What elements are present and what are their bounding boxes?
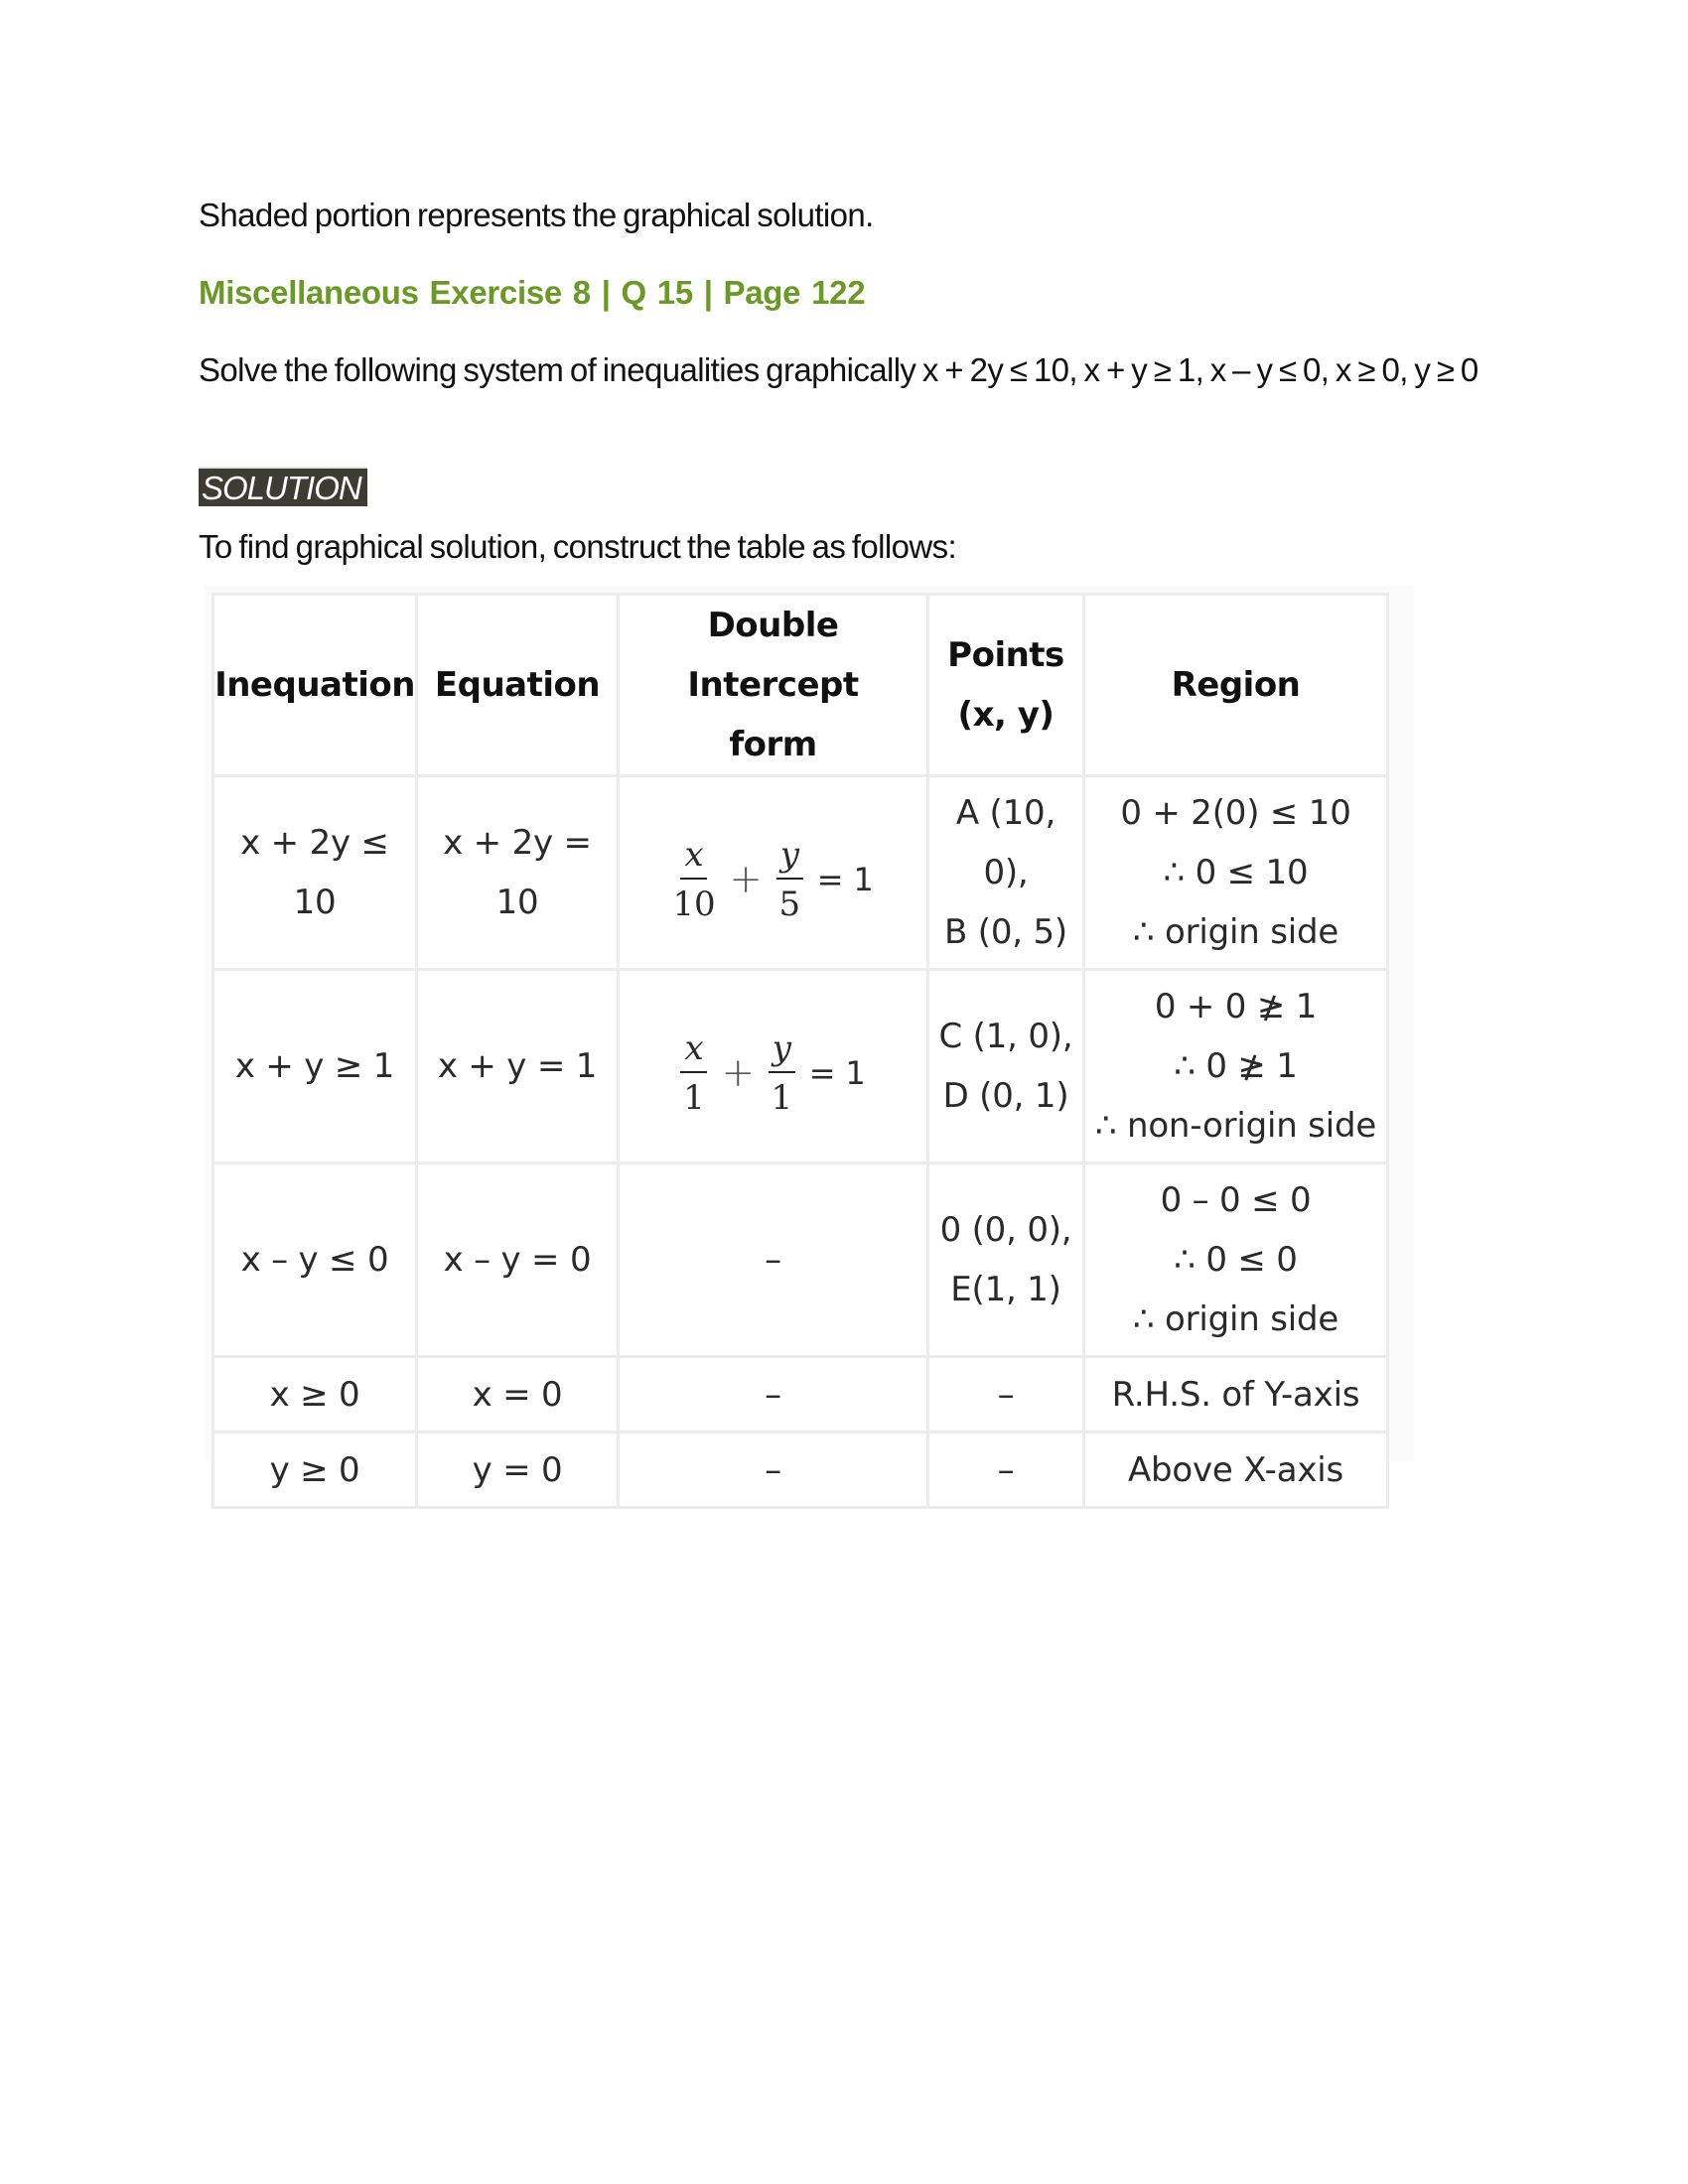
fraction-y: $\frac{y}{5}$ xyxy=(776,838,803,921)
cell-points: 0 (0, 0), E(1, 1) xyxy=(928,1163,1084,1357)
cell-inequation: x + 2y ≤ 10 xyxy=(213,776,417,970)
cell-equation: x – y = 0 xyxy=(417,1163,619,1357)
cell-points: C (1, 0), D (0, 1) xyxy=(928,970,1084,1163)
cell-points: A (10, 0), B (0, 5) xyxy=(928,776,1084,970)
header-double-intercept-form: Double Intercept form xyxy=(619,595,928,776)
cell-inequation: x ≥ 0 xyxy=(213,1357,417,1433)
fraction-y: $\frac{y}{1}$ xyxy=(769,1031,795,1115)
fraction-x: $\frac{x}{10}$ xyxy=(672,834,716,924)
table-row xyxy=(213,970,1388,1163)
cell-region: R.H.S. of Y-axis xyxy=(1084,1357,1388,1433)
cell-intercept-form: – xyxy=(619,1433,928,1508)
shaded-portion-note: Shaded portion represents the graphical solution. xyxy=(199,197,874,233)
header-inequation: Inequation xyxy=(213,595,417,776)
cell-intercept-form xyxy=(619,776,928,970)
cell-region: Above X-axis xyxy=(1084,1433,1388,1508)
header-equation: Equation xyxy=(417,595,619,776)
cell-equation: x = 0 xyxy=(417,1357,619,1433)
solution-label: SOLUTION xyxy=(199,467,367,506)
solution-table xyxy=(211,593,1389,1509)
cell-region: 0 – 0 ≤ 0 ∴ 0 ≤ 0 ∴ origin side xyxy=(1084,1163,1388,1357)
cell-points: – xyxy=(928,1357,1084,1433)
table-row xyxy=(213,776,1388,970)
cell-equation: x + 2y = 10 xyxy=(417,776,619,970)
cell-intercept-form xyxy=(619,970,928,1163)
solution-table-container xyxy=(205,586,1414,1490)
cell-equation: y = 0 xyxy=(417,1433,619,1508)
cell-intercept-form: – xyxy=(619,1163,928,1357)
cell-region: 0 + 2(0) ≤ 10 ∴ 0 ≤ 10 ∴ origin side xyxy=(1084,776,1388,970)
table-row xyxy=(213,1357,1388,1433)
fraction-x: $\frac{x}{1}$ xyxy=(680,1031,707,1115)
cell-region: 0 + 0 ≱ 1 ∴ 0 ≱ 1 ∴ non-origin side xyxy=(1084,970,1388,1163)
exercise-heading: Miscellaneous Exercise 8 | Q 15 | Page 122 xyxy=(199,274,866,311)
cell-intercept-form: – xyxy=(619,1357,928,1433)
table-row xyxy=(213,1163,1388,1357)
table-row xyxy=(213,1433,1388,1508)
cell-inequation: x + y ≥ 1 xyxy=(213,970,417,1163)
intercept-form-expression: $\frac{x}{1}$ + $\frac{y}{1}$ = 1 xyxy=(680,1031,865,1115)
cell-points: – xyxy=(928,1433,1084,1508)
table-header-row xyxy=(213,595,1388,776)
table-intro-text: To find graphical solution, construct the table as follows: xyxy=(199,528,957,565)
question-text: Solve the following system of inequalities graphically x + 2y ≤ 10, x + y ≥ 1, x – y ≤ 0, x ≥ 0, y ≥ 0 xyxy=(199,351,1478,388)
cell-inequation: x – y ≤ 0 xyxy=(213,1163,417,1357)
header-points: Points (x, y) xyxy=(928,595,1084,776)
header-region: Region xyxy=(1084,595,1388,776)
intercept-form-expression: $\frac{x}{10}$ + $\frac{y}{5}$ = 1 xyxy=(672,834,874,924)
cell-inequation: y ≥ 0 xyxy=(213,1433,417,1508)
cell-equation: x + y = 1 xyxy=(417,970,619,1163)
